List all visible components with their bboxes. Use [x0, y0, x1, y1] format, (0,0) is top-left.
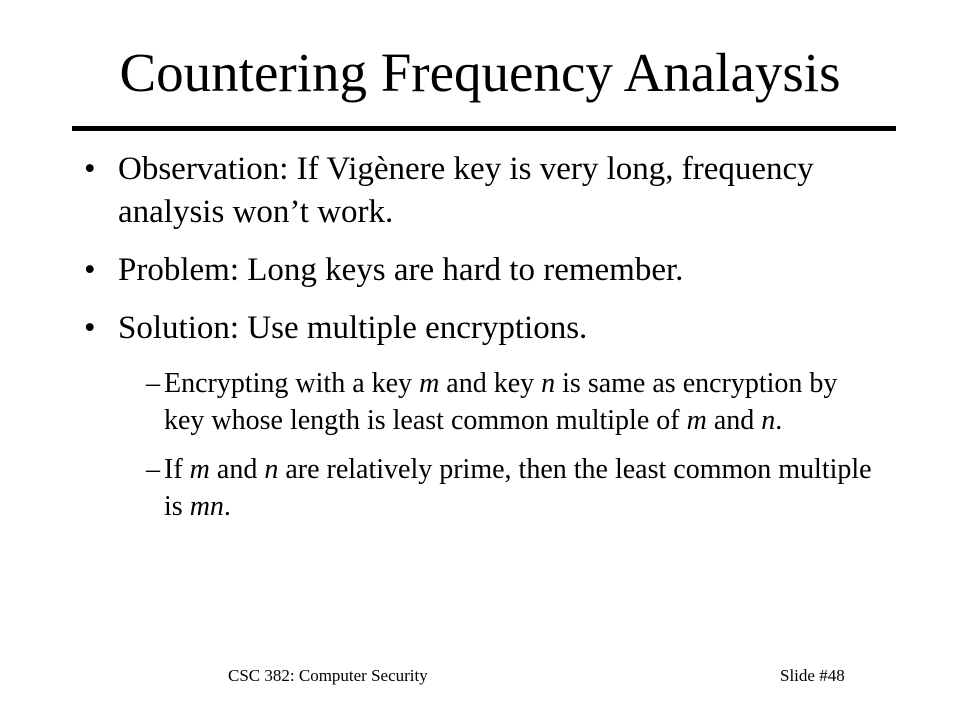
sub-bullet-text — [164, 368, 837, 436]
title-divider — [72, 126, 896, 131]
text-segment: and — [209, 454, 265, 485]
variable-m: m — [686, 405, 707, 436]
bullet-text: Solution: Use multiple encryptions. — [118, 310, 588, 346]
text-segment: If — [164, 454, 190, 485]
sub-bullet-lcm — [146, 365, 884, 439]
sub-bullet-text — [164, 454, 872, 522]
bullet-text: Problem: Long keys are hard to remember. — [118, 252, 684, 288]
slide-title: Countering Frequency Analaysis — [119, 42, 841, 103]
text-segment: and — [706, 405, 762, 436]
variable-n: n — [761, 405, 776, 436]
bullet-mark: • — [84, 252, 96, 288]
text-segment: and key — [439, 368, 542, 399]
sub-bullet-mark: – — [146, 368, 160, 399]
variable-m: m — [419, 368, 440, 399]
variable-n: n — [541, 368, 556, 399]
bullet-problem — [84, 249, 904, 292]
text-segment: Encrypting with a key — [164, 368, 420, 399]
text-segment: . — [223, 491, 231, 522]
variable-m: m — [189, 454, 210, 485]
bullet-observation — [84, 148, 904, 234]
variable-mn: mn — [189, 491, 224, 522]
bullet-mark: • — [84, 310, 96, 346]
bullet-mark: • — [84, 151, 96, 187]
footer-slide-number: Slide #48 — [780, 666, 845, 685]
bullet-text: Observation: If Vigènere key is very long, frequency analysis won’t work. — [118, 151, 814, 230]
sub-bullet-relatively-prime — [146, 451, 884, 525]
slide-content — [84, 148, 904, 537]
text-segment: . — [775, 405, 783, 436]
bullet-solution — [84, 307, 904, 350]
text-segment: are relatively prime, then the least common multiple is — [164, 454, 872, 522]
text-segment: is same as encryption by key whose length is least common multiple of — [164, 368, 838, 436]
footer-course: CSC 382: Computer Security — [228, 666, 428, 685]
sub-bullet-mark: – — [146, 454, 160, 485]
variable-n: n — [264, 454, 279, 485]
